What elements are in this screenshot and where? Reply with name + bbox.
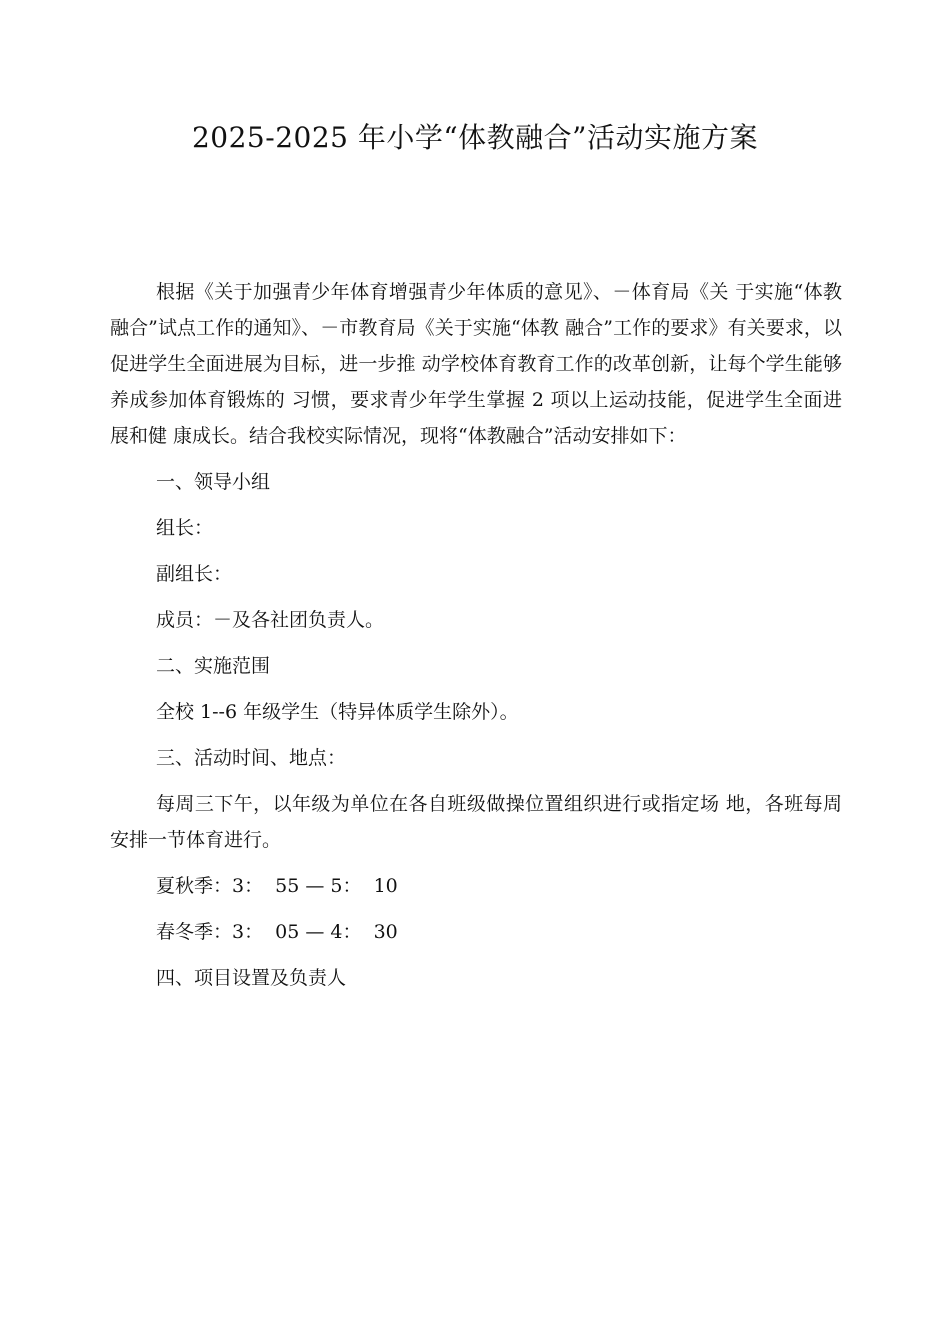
section-heading-time-place: 三、活动时间、地点：: [156, 747, 347, 769]
members-line: 成员：－及各社团负责人。: [156, 609, 385, 631]
schedule-paragraph: 每周三下午，以年级为单位在各自班级做操位置组织进行或指定场 地，各班每周安排一节体育进行。: [110, 793, 842, 851]
section-heading-scope: 二、实施范围: [156, 655, 271, 677]
document-body: [110, 274, 842, 1006]
deputy-leader-line: 副组长：: [156, 563, 233, 585]
document-title: 2025-2025 年小学“体教融合”活动实施方案: [191, 121, 758, 154]
section-heading-projects: 四、项目设置及负责人: [156, 967, 347, 989]
leader-line: 组长：: [156, 517, 214, 539]
summer-autumn-time: 夏秋季：3： 55 — 5： 10: [156, 875, 398, 897]
section-heading-leadership: 一、领导小组: [156, 471, 271, 493]
spring-winter-time: 春冬季：3： 05 — 4： 30: [156, 921, 398, 943]
intro-paragraph: 根据《关于加强青少年体育增强青少年体质的意见》、－体育局《关 于实施“体教融合”试点工作的通知》、－市教育局《关于实施“体教 融合”工作的要求》有关要求，以促进学生全面进展为目标，进一步推 动学校体育教育工作的改革创新，让每个学生能够养成参加体育锻炼的 习惯，要求青少年学生掌握 2 项以上运动技能，促进学生全面进展和健 康成长。结合我校实际情况，现将“体教融合”活动安排如下：: [110, 281, 842, 447]
scope-line: 全校 1--6 年级学生（特异体质学生除外）。: [156, 701, 519, 723]
